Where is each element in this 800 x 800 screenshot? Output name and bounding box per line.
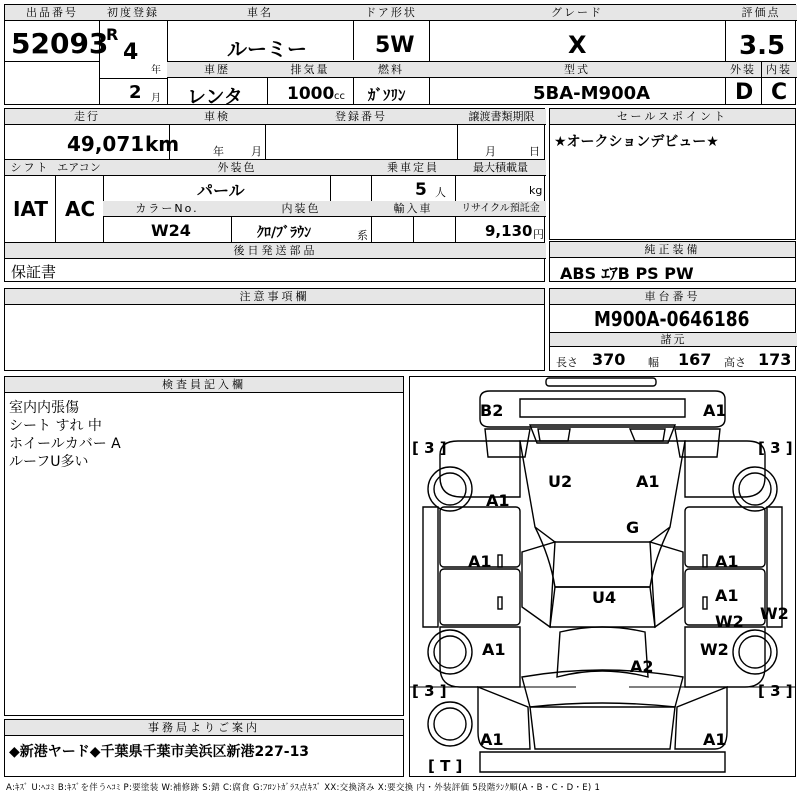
- notes-label: 注意事項欄: [5, 289, 544, 305]
- tyre-rear-left: [ 3 ]: [412, 439, 447, 457]
- ext-color-label: 外装色: [103, 160, 371, 176]
- capacity-unit: 人: [435, 186, 446, 199]
- transfer-month-unit: 月: [485, 145, 496, 158]
- mark-right-w2-b: W2: [700, 640, 729, 659]
- length-label: 長さ: [556, 356, 578, 369]
- int-color-label: 内装色: [231, 201, 371, 217]
- sales-point-label: セールスポイント: [550, 109, 795, 125]
- color-no: W24: [151, 221, 191, 240]
- inspector-block: [4, 376, 404, 716]
- reg-era: R: [106, 25, 119, 44]
- color-no-label: カラーNo.: [103, 201, 231, 217]
- exterior-grade-label: 外装: [725, 62, 761, 78]
- mark-right-door-a: A1: [715, 552, 739, 571]
- width: 167: [678, 350, 712, 369]
- sales-point: ★オークションデビュー★: [554, 134, 719, 150]
- history: レンタ: [187, 86, 243, 108]
- mileage-unit: km: [145, 132, 180, 156]
- shift: IAT: [13, 197, 49, 221]
- recycle-label: リサイクル預託金: [455, 201, 546, 217]
- grade-label: グレード: [429, 5, 725, 21]
- max-load-unit: kg: [529, 184, 543, 197]
- inspector-line: ホイールカバー A: [9, 436, 121, 452]
- car-outline: [410, 377, 795, 776]
- displacement-unit: cc: [334, 91, 345, 102]
- office-info: ◆新港ヤード◆千葉県千葉市美浜区新港227-13: [9, 744, 310, 760]
- chassis-label: 車台番号: [550, 289, 795, 305]
- inspection-year-unit: 年: [213, 145, 224, 158]
- fuel: ｶﾞｿﾘﾝ: [368, 86, 406, 104]
- reg-no-label: 登録番号: [265, 109, 457, 125]
- shift-label: シフト: [5, 160, 55, 176]
- chassis-block: [549, 288, 796, 371]
- mark-hood: A2: [630, 657, 654, 676]
- equipment-label: 純正装備: [550, 242, 795, 258]
- length: 370: [592, 350, 626, 369]
- reg-month: 2: [129, 82, 142, 103]
- mark-left-front-side: A1: [482, 640, 506, 659]
- vehicle-info-block: [4, 108, 545, 282]
- mark-rear-left: B2: [480, 401, 504, 420]
- displacement: 1000: [287, 84, 335, 104]
- mark-right-door-b: A1: [715, 586, 739, 605]
- interior-grade: C: [771, 80, 788, 105]
- int-color: ｸﾛ/ﾌﾞﾗｳﾝ: [257, 225, 312, 241]
- car-name: ルーミー: [227, 37, 307, 61]
- later-parts-label: 後日発送部品: [5, 243, 546, 259]
- equipment-block: [549, 241, 796, 282]
- sales-point-block: [549, 108, 796, 240]
- displacement-label: 排気量: [267, 62, 353, 78]
- inspection-label: 車検: [169, 109, 265, 125]
- inspector-line: ルーフU多い: [9, 454, 89, 470]
- lot-no-label: 出品番号: [5, 5, 99, 21]
- mark-roof-rear-left: U2: [548, 472, 573, 491]
- tyre-front-right: [ 3 ]: [758, 682, 793, 700]
- legend: A:ｷｽﾞ U:ﾍｺﾐ B:ｷｽﾞを伴うﾍｺﾐ P:要塗装 W:補修跡 S:錆 C:腐食 G:ﾌﾛﾝﾄｶﾞﾗｽ点ｷｽﾞ XX:交換済み X:要交換 内・外装評価 5段階ﾗﾝｸ順(A・B・C・D・E) 1: [6, 783, 601, 793]
- capacity: 5: [415, 180, 427, 200]
- int-color-unit: 系: [357, 229, 368, 242]
- capacity-label: 乗車定員: [371, 160, 455, 176]
- door-type: 5W: [375, 33, 415, 58]
- fuel-label: 燃料: [353, 62, 429, 78]
- spec-label: 諸元: [550, 333, 797, 347]
- grade: X: [568, 31, 587, 59]
- import-label: 輸入車: [371, 201, 455, 217]
- office-block: [4, 719, 404, 777]
- height-label: 高さ: [724, 356, 746, 369]
- reg-month-unit: 月: [151, 93, 161, 104]
- exterior-grade: D: [735, 80, 754, 105]
- ac: AC: [65, 197, 96, 221]
- lot-no: 52093: [11, 27, 109, 60]
- ac-label: エアコン: [55, 160, 103, 176]
- mark-rear-right: A1: [703, 401, 727, 420]
- recycle: 9,130: [485, 222, 533, 240]
- mark-roof: U4: [592, 588, 617, 607]
- office-label: 事務局よりご案内: [5, 720, 403, 736]
- reg-year: 4: [123, 40, 139, 65]
- max-load-label: 最大積載量: [455, 160, 546, 176]
- mark-right-w2-a: W2: [715, 612, 744, 631]
- mileage: 49,071: [67, 132, 145, 156]
- score: 3.5: [739, 31, 786, 61]
- recycle-unit: 円: [533, 228, 544, 241]
- mileage-label: 走行: [5, 109, 169, 125]
- inspector-line: 室内内張傷: [9, 400, 79, 416]
- car-name-label: 車名: [167, 5, 353, 21]
- spare-tyre: [ T ]: [428, 757, 463, 775]
- inspector-line: シート すれ 中: [9, 418, 102, 434]
- mark-left-door: A1: [468, 552, 492, 571]
- width-label: 幅: [648, 356, 659, 369]
- inspection-month-unit: 月: [251, 145, 262, 158]
- tyre-front-left: [ 3 ]: [412, 682, 447, 700]
- later-parts: 保証書: [11, 263, 57, 281]
- mark-roof-rear-right: A1: [636, 472, 660, 491]
- score-label: 評価点: [725, 5, 797, 21]
- car-diagram: [409, 376, 796, 777]
- equipment: ABS ｴｱB PS PW: [560, 264, 694, 283]
- transfer-day-unit: 日: [529, 145, 540, 158]
- chassis-number: M900A-0646186: [594, 307, 750, 331]
- mark-front-left: A1: [480, 730, 504, 749]
- inspector-label: 検査員記入欄: [5, 377, 403, 393]
- mark-left-rear-side: A1: [486, 491, 510, 510]
- reg-year-unit: 年: [151, 65, 161, 76]
- tyre-rear-right: [ 3 ]: [758, 439, 793, 457]
- model: 5BA-M900A: [533, 83, 651, 104]
- mark-right-w2-outer: W2: [760, 604, 789, 623]
- transfer-label: 譲渡書類期限: [457, 109, 546, 125]
- height: 173: [758, 350, 792, 369]
- door-label: ドア形状: [353, 5, 429, 21]
- mark-glass: G: [626, 518, 640, 537]
- notes-block: [4, 288, 545, 371]
- interior-grade-label: 内装: [761, 62, 797, 78]
- first-reg-label: 初度登録: [99, 5, 167, 21]
- ext-color: パール: [197, 181, 245, 200]
- header-block: [4, 4, 796, 108]
- model-label: 型式: [429, 62, 725, 78]
- history-label: 車歴: [167, 62, 267, 78]
- mark-front-right: A1: [703, 730, 727, 749]
